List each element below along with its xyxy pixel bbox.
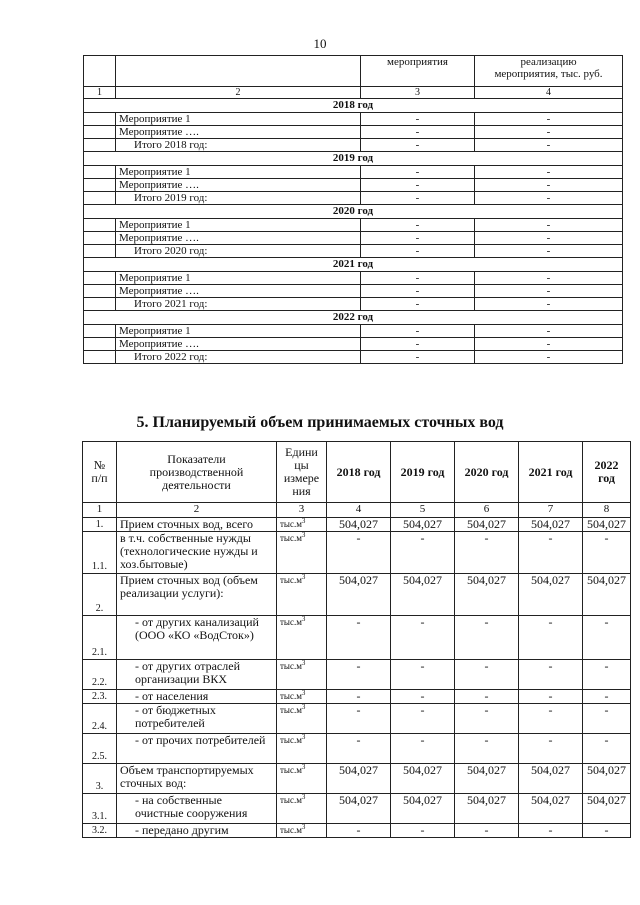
header-cell: мероприятия — [361, 56, 475, 87]
superscript: 3 — [301, 823, 306, 831]
value-cell: - — [327, 734, 391, 764]
unit-cell: $тыс.м^3$ — [277, 824, 327, 838]
table-row — [83, 616, 631, 660]
value-cell: - — [475, 338, 623, 351]
event-name-cell: Итого 2019 год: — [116, 192, 361, 205]
value-cell: - — [391, 824, 455, 838]
index-cell — [84, 166, 116, 179]
value-cell: - — [583, 616, 631, 660]
indicator-name-cell: Прием сточных вод (объем реализации услуги): — [117, 574, 277, 616]
value-cell: - — [519, 532, 583, 574]
value-cell: 504,027 — [327, 574, 391, 616]
column-number-cell: 5 — [391, 503, 455, 518]
year-heading: 2019 год — [84, 152, 623, 166]
table-row — [84, 179, 623, 192]
year-heading: 2022 год — [84, 311, 623, 325]
year-row — [84, 258, 623, 272]
superscript: 3 — [301, 573, 306, 581]
value-cell: - — [475, 166, 623, 179]
section-title: 5. Планируемый объем принимаемых сточных вод — [136, 414, 504, 431]
table-row — [83, 824, 631, 838]
row-index-cell: 2. — [83, 574, 117, 616]
superscript: 3 — [301, 703, 306, 711]
value-cell: - — [391, 660, 455, 690]
unit-cell: $тыс.м^3$ — [277, 574, 327, 616]
table-row — [83, 518, 631, 532]
event-name-cell: Мероприятие …. — [116, 285, 361, 298]
value-cell: - — [361, 179, 475, 192]
header-cell — [116, 56, 361, 87]
year-row — [84, 311, 623, 325]
row-index-cell: 2.1. — [83, 616, 117, 660]
superscript: 3 — [301, 517, 306, 525]
column-number-cell: 3 — [277, 503, 327, 518]
value-cell: 504,027 — [583, 794, 631, 824]
index-cell — [84, 338, 116, 351]
index-cell — [84, 272, 116, 285]
column-number-row — [83, 503, 631, 518]
table-row — [84, 232, 623, 245]
index-cell — [84, 285, 116, 298]
value-cell: 504,027 — [519, 794, 583, 824]
table-row — [84, 219, 623, 232]
table-row — [84, 166, 623, 179]
table-header-row — [83, 442, 631, 503]
indicator-name-cell: - на собственные очистные сооружения — [117, 794, 277, 824]
column-number-cell: 1 — [84, 87, 116, 99]
index-cell — [84, 245, 116, 258]
value-cell: - — [519, 704, 583, 734]
value-cell: - — [327, 616, 391, 660]
value-cell: - — [455, 616, 519, 660]
year-heading: 2020 год — [84, 205, 623, 219]
value-cell: - — [475, 113, 623, 126]
row-index-cell: 3.1. — [83, 794, 117, 824]
value-cell: - — [361, 338, 475, 351]
unit-cell: $тыс.м^3$ — [277, 518, 327, 532]
event-name-cell: Итого 2022 год: — [116, 351, 361, 364]
header-cell: 2020 год — [455, 442, 519, 503]
value-cell: - — [475, 126, 623, 139]
value-cell: - — [361, 139, 475, 152]
event-name-cell: Мероприятие …. — [116, 126, 361, 139]
table-row — [83, 764, 631, 794]
value-cell: - — [361, 113, 475, 126]
value-cell: - — [455, 704, 519, 734]
value-cell: 504,027 — [455, 794, 519, 824]
value-cell: - — [583, 824, 631, 838]
total-row — [84, 351, 623, 364]
value-cell: - — [519, 824, 583, 838]
unit-cell: $тыс.м^3$ — [277, 704, 327, 734]
value-cell: 504,027 — [583, 574, 631, 616]
index-cell — [84, 298, 116, 311]
value-cell: - — [519, 690, 583, 704]
header-cell: реализацию мероприятия, тыс. руб. — [475, 56, 623, 87]
value-cell: - — [519, 734, 583, 764]
value-cell: 504,027 — [391, 574, 455, 616]
index-cell — [84, 192, 116, 205]
value-cell: - — [475, 325, 623, 338]
value-cell: - — [455, 690, 519, 704]
value-cell: - — [583, 734, 631, 764]
table-row — [84, 338, 623, 351]
event-name-cell: Мероприятие …. — [116, 179, 361, 192]
column-number-cell: 8 — [583, 503, 631, 518]
value-cell: 504,027 — [583, 518, 631, 532]
superscript: 3 — [301, 531, 306, 539]
table-row — [83, 660, 631, 690]
value-cell: 504,027 — [583, 764, 631, 794]
year-heading: 2018 год — [84, 99, 623, 113]
row-index-cell: 2.2. — [83, 660, 117, 690]
superscript: 3 — [301, 793, 306, 801]
value-cell: - — [391, 734, 455, 764]
header-cell: № п/п — [83, 442, 117, 503]
indicator-name-cell: - от других отраслей организации ВКХ — [117, 660, 277, 690]
value-cell: - — [475, 179, 623, 192]
column-number-cell: 6 — [455, 503, 519, 518]
value-cell: - — [475, 232, 623, 245]
value-cell: - — [583, 532, 631, 574]
year-heading: 2021 год — [84, 258, 623, 272]
value-cell: - — [475, 272, 623, 285]
indicator-name-cell: Объем транспортируемых сточных вод: — [117, 764, 277, 794]
indicator-name-cell: в т.ч. собственные нужды (технологические нужды и хоз.бытовые) — [117, 532, 277, 574]
value-cell: - — [361, 232, 475, 245]
indicator-name-cell: Прием сточных вод, всего — [117, 518, 277, 532]
indicator-name-cell: - от населения — [117, 690, 277, 704]
unit-cell: $тыс.м^3$ — [277, 734, 327, 764]
table-row — [83, 794, 631, 824]
value-cell: - — [455, 660, 519, 690]
value-cell: - — [361, 272, 475, 285]
value-cell: - — [361, 285, 475, 298]
event-name-cell: Итого 2021 год: — [116, 298, 361, 311]
table-row — [83, 532, 631, 574]
column-number-cell: 4 — [475, 87, 623, 99]
value-cell: 504,027 — [327, 518, 391, 532]
year-row — [84, 205, 623, 219]
column-number-cell: 2 — [117, 503, 277, 518]
superscript: 3 — [301, 733, 306, 741]
value-cell: 504,027 — [391, 794, 455, 824]
table-row — [84, 272, 623, 285]
column-number-cell: 4 — [327, 503, 391, 518]
events-table — [83, 55, 623, 364]
index-cell — [84, 219, 116, 232]
year-row — [84, 152, 623, 166]
value-cell: - — [583, 704, 631, 734]
column-number-cell: 1 — [83, 503, 117, 518]
event-name-cell: Мероприятие 1 — [116, 219, 361, 232]
header-cell — [84, 56, 116, 87]
page-number: 10 — [313, 36, 327, 51]
table-row — [83, 734, 631, 764]
table-row — [84, 126, 623, 139]
unit-cell: $тыс.м^3$ — [277, 660, 327, 690]
event-name-cell: Мероприятие …. — [116, 232, 361, 245]
value-cell: 504,027 — [519, 518, 583, 532]
superscript: 3 — [301, 763, 306, 771]
value-cell: - — [475, 219, 623, 232]
value-cell: - — [361, 166, 475, 179]
event-name-cell: Итого 2020 год: — [116, 245, 361, 258]
value-cell: - — [475, 285, 623, 298]
row-index-cell: 3.2. — [83, 824, 117, 838]
value-cell: - — [455, 734, 519, 764]
table-header-row — [84, 56, 623, 87]
table-row — [83, 690, 631, 704]
value-cell: - — [361, 245, 475, 258]
value-cell: - — [361, 219, 475, 232]
value-cell: - — [475, 351, 623, 364]
unit-cell: $тыс.м^3$ — [277, 764, 327, 794]
column-number-cell: 7 — [519, 503, 583, 518]
event-name-cell: Итого 2018 год: — [116, 139, 361, 152]
index-cell — [84, 139, 116, 152]
header-cell: Едини цы измере ния — [277, 442, 327, 503]
header-cell: 2018 год — [327, 442, 391, 503]
indicator-name-cell: - от бюджетных потребителей — [117, 704, 277, 734]
table-row — [84, 285, 623, 298]
index-cell — [84, 179, 116, 192]
value-cell: - — [391, 704, 455, 734]
column-number-cell: 2 — [116, 87, 361, 99]
value-cell: - — [391, 690, 455, 704]
event-name-cell: Мероприятие 1 — [116, 113, 361, 126]
value-cell: - — [327, 704, 391, 734]
index-cell — [84, 325, 116, 338]
value-cell: 504,027 — [519, 764, 583, 794]
wastewater-volume-table — [82, 441, 631, 838]
index-cell — [84, 232, 116, 245]
total-row — [84, 245, 623, 258]
year-row — [84, 99, 623, 113]
value-cell: 504,027 — [327, 764, 391, 794]
superscript: 3 — [301, 659, 306, 667]
value-cell: 504,027 — [455, 574, 519, 616]
total-row — [84, 298, 623, 311]
event-name-cell: Мероприятие 1 — [116, 325, 361, 338]
value-cell: - — [455, 824, 519, 838]
value-cell: - — [475, 245, 623, 258]
value-cell: 504,027 — [391, 518, 455, 532]
value-cell: - — [361, 325, 475, 338]
value-cell: - — [361, 192, 475, 205]
value-cell: - — [391, 532, 455, 574]
row-index-cell: 1.1. — [83, 532, 117, 574]
row-index-cell: 1. — [83, 518, 117, 532]
value-cell: 504,027 — [455, 518, 519, 532]
table-row — [83, 704, 631, 734]
index-cell — [84, 351, 116, 364]
unit-cell: $тыс.м^3$ — [277, 616, 327, 660]
value-cell: - — [361, 298, 475, 311]
value-cell: - — [583, 690, 631, 704]
table-row — [83, 574, 631, 616]
row-index-cell: 3. — [83, 764, 117, 794]
unit-cell: $тыс.м^3$ — [277, 794, 327, 824]
header-cell: 2019 год — [391, 442, 455, 503]
value-cell: - — [327, 660, 391, 690]
total-row — [84, 139, 623, 152]
index-cell — [84, 126, 116, 139]
header-cell: 2022 год — [583, 442, 631, 503]
table-row — [84, 113, 623, 126]
header-cell: 2021 год — [519, 442, 583, 503]
unit-cell: $тыс.м^3$ — [277, 532, 327, 574]
indicator-name-cell: - от других канализаций (ООО «КО «ВодСток») — [117, 616, 277, 660]
value-cell: 504,027 — [327, 794, 391, 824]
header-cell: Показатели производственной деятельности — [117, 442, 277, 503]
row-index-cell: 2.5. — [83, 734, 117, 764]
indicator-name-cell: - передано другим — [117, 824, 277, 838]
indicator-name-cell: - от прочих потребителей — [117, 734, 277, 764]
value-cell: - — [519, 660, 583, 690]
value-cell: 504,027 — [519, 574, 583, 616]
value-cell: - — [327, 824, 391, 838]
value-cell: - — [475, 298, 623, 311]
value-cell: - — [455, 532, 519, 574]
table-row — [84, 325, 623, 338]
value-cell: - — [327, 690, 391, 704]
event-name-cell: Мероприятие 1 — [116, 166, 361, 179]
row-index-cell: 2.4. — [83, 704, 117, 734]
superscript: 3 — [301, 615, 306, 623]
value-cell: - — [391, 616, 455, 660]
value-cell: - — [327, 532, 391, 574]
value-cell: - — [361, 351, 475, 364]
column-number-cell: 3 — [361, 87, 475, 99]
index-cell — [84, 113, 116, 126]
row-index-cell: 2.3. — [83, 690, 117, 704]
value-cell: - — [475, 192, 623, 205]
total-row — [84, 192, 623, 205]
value-cell: - — [519, 616, 583, 660]
value-cell: - — [361, 126, 475, 139]
event-name-cell: Мероприятие 1 — [116, 272, 361, 285]
unit-cell: $тыс.м^3$ — [277, 690, 327, 704]
value-cell: - — [475, 139, 623, 152]
value-cell: - — [583, 660, 631, 690]
value-cell: 504,027 — [391, 764, 455, 794]
value-cell: 504,027 — [455, 764, 519, 794]
column-number-row — [84, 87, 623, 99]
event-name-cell: Мероприятие …. — [116, 338, 361, 351]
superscript: 3 — [301, 689, 306, 697]
